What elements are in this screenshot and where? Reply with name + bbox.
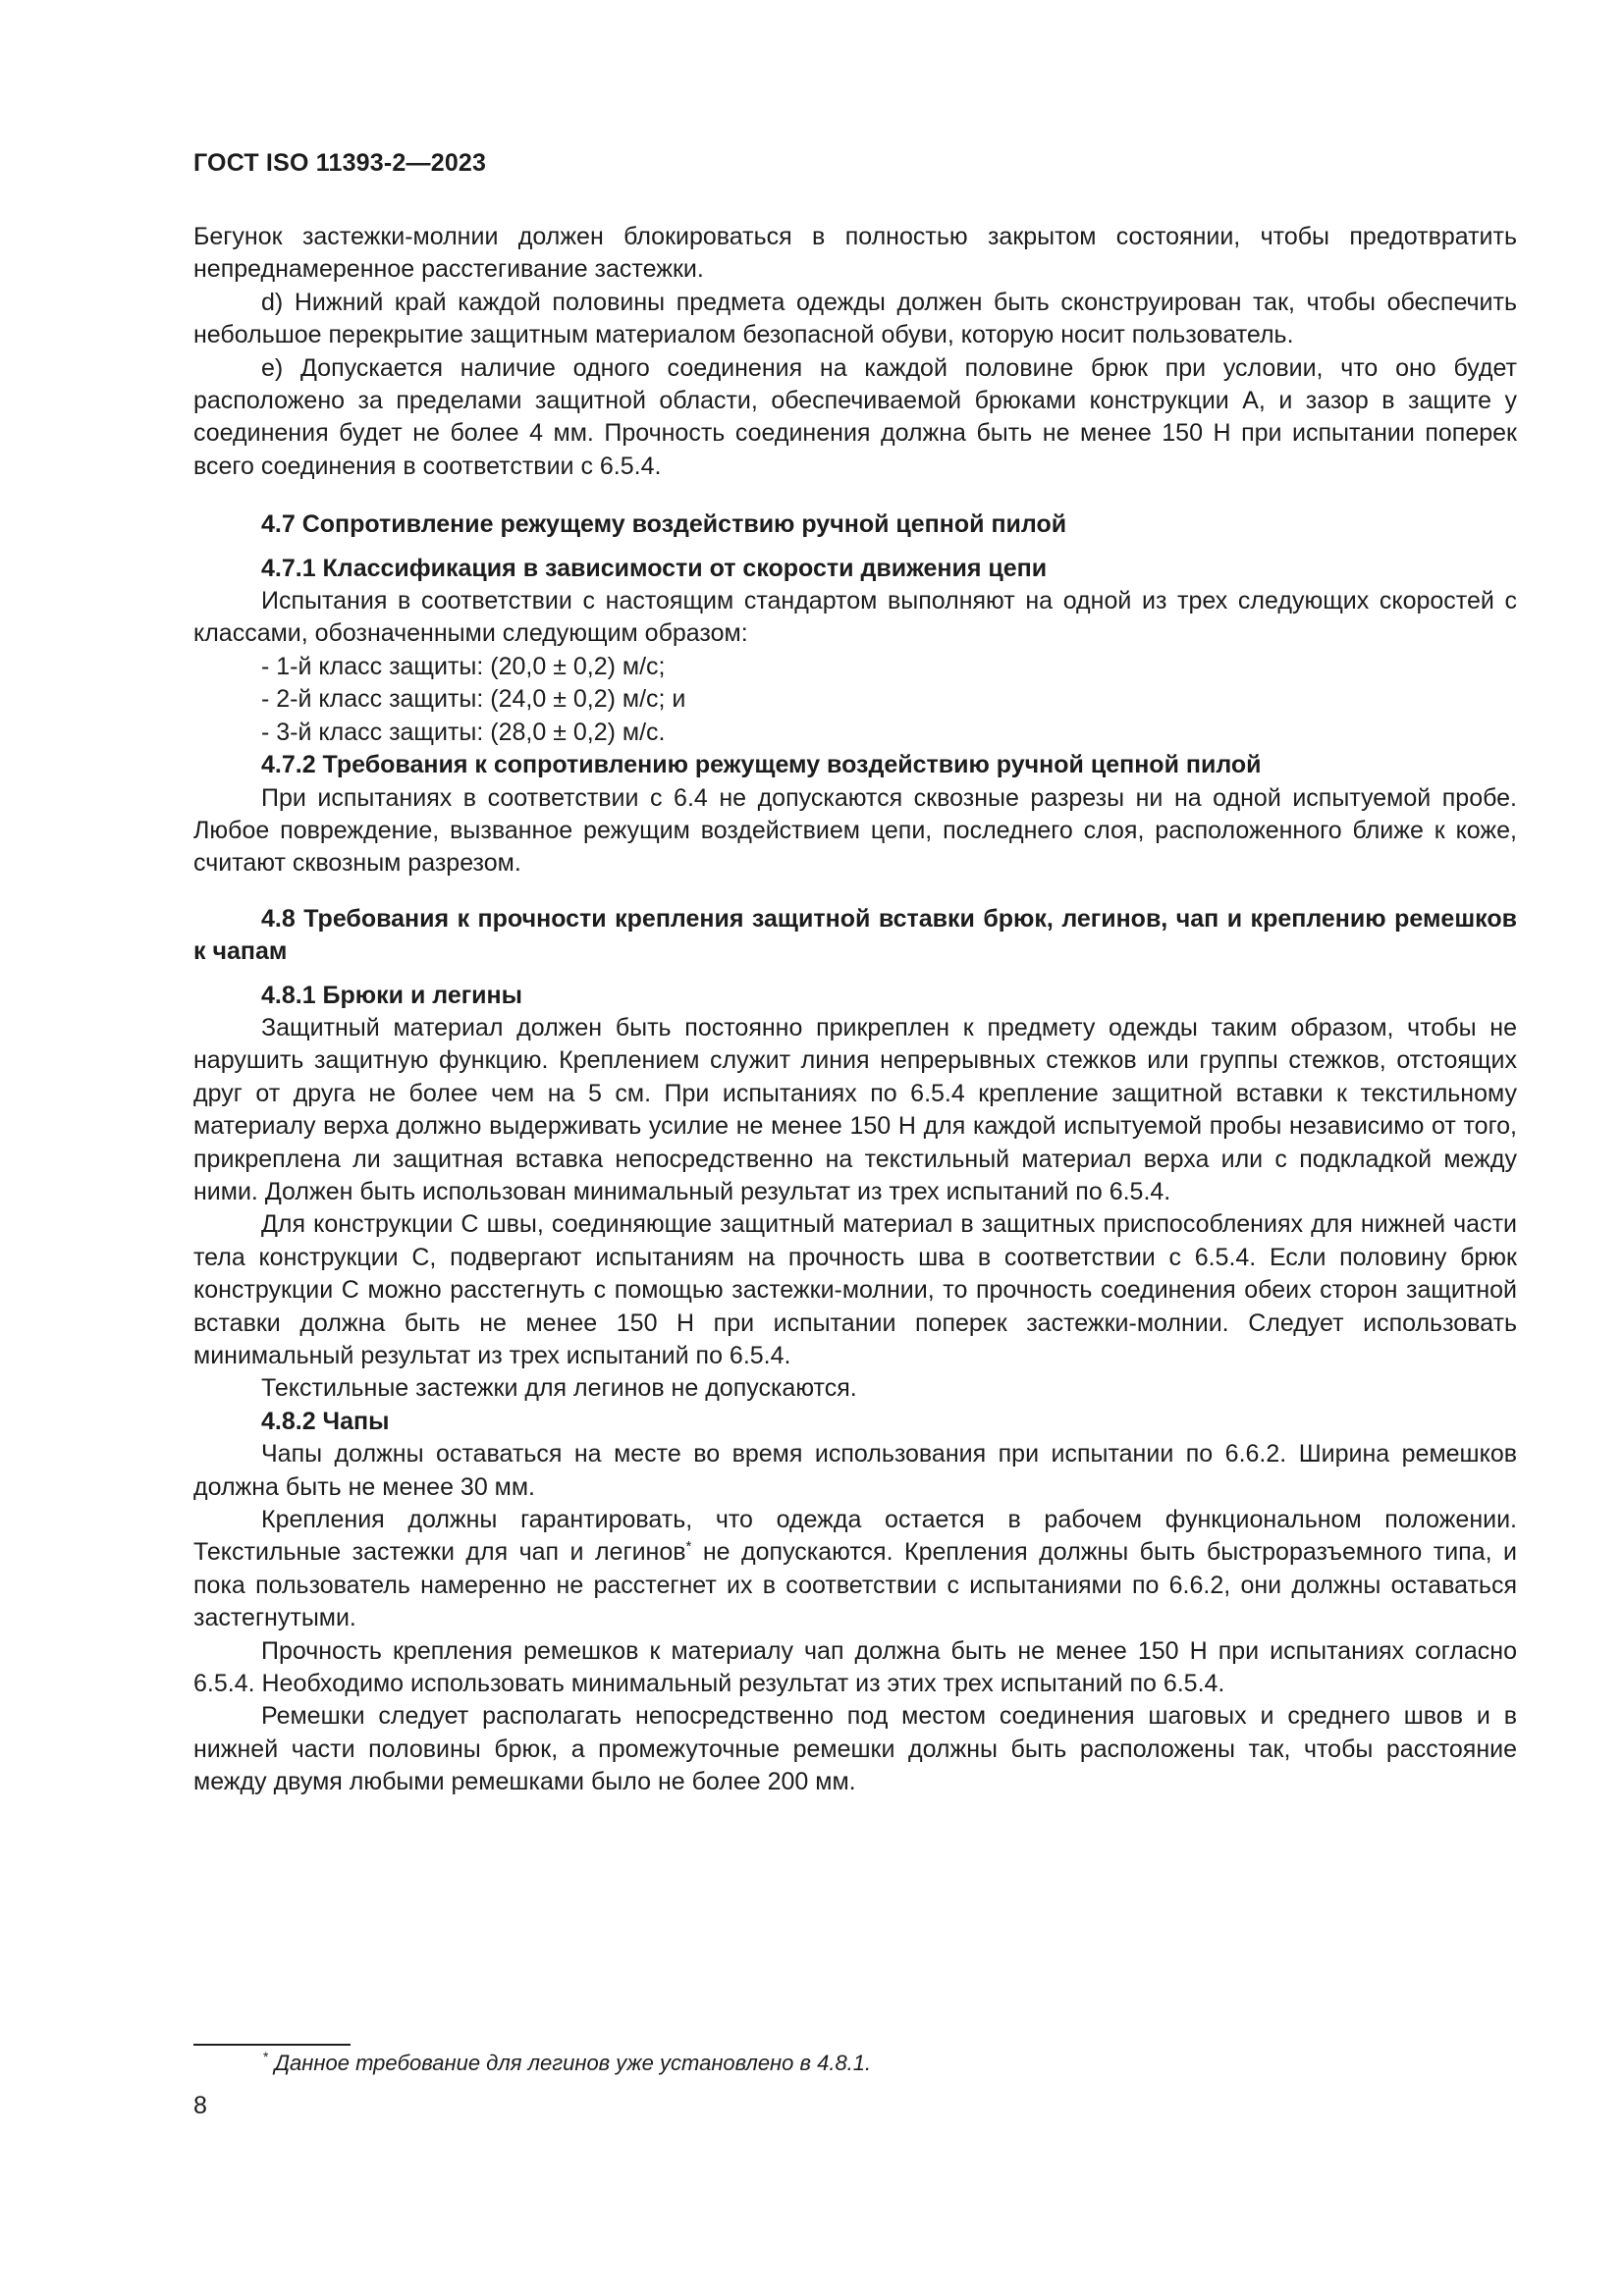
section-4-8-2-paragraph-3: Прочность крепления ремешков к материалу чап должна быть не менее 150 Н при испытаниях согласно 6.5.4. Необходимо использовать минимальный результат из этих трех испытаний по 6.5.4. [193, 1636, 1517, 1698]
paragraph-text-part: не допускаются. Крепления должны быть быстроразъемного типа, и пока пользователь намеренно не расстегнет их в соответствии с испытаниями по 6.6.2, они должны оставаться застегнутыми. [193, 1538, 1518, 1632]
intro-paragraph-1: Бегунок застежки-молнии должен блокироваться в полностью закрытом состоянии, чтобы предотвратить непреднамеренное расстегивание застежки. [193, 223, 1517, 284]
list-item-class-3: - 3-й класс защиты: (28,0 ± 0,2) м/с. [261, 718, 666, 746]
footnote-text: Данное требование для легинов уже установлено в 4.8.1. [268, 2051, 872, 2075]
intro-item-d: d) Нижний край каждой половины предмета одежды должен быть сконструирован так, чтобы обеспечить небольшое перекрытие защитным материалом безопасной обуви, которую носит пользователь. [193, 288, 1517, 349]
footnote-mark: * [263, 2049, 269, 2064]
section-4-8-2-paragraph-4: Ремешки следует располагать непосредственно под местом соединения шаговых и среднего швов и в нижней части половины брюк, а промежуточные ремешки должны быть расположены так, чтобы расстояние между двумя любыми ремешками было не более 200 мм. [193, 1702, 1517, 1796]
section-4-7-heading: 4.7 Сопротивление режущему воздействию ручной цепной пилой [261, 510, 1067, 539]
list-item-class-1: - 1-й класс защиты: (20,0 ± 0,2) м/с; [261, 652, 666, 680]
section-4-7-2-paragraph: При испытаниях в соответствии с 6.4 не допускаются сквозные разрезы ни на одной испытуемой пробе. Любое повреждение, вызванное режущим воздействием цепи, последнего слоя, расположенного ближе к коже, считают сквозным разрезом. [193, 783, 1517, 878]
section-4-8-2-paragraph-1: Чапы должны оставаться на месте во время использования при испытании по 6.6.2. Ширина ремешков должна быть не менее 30 мм. [193, 1440, 1517, 1501]
list-item-class-2: - 2-й класс защиты: (24,0 ± 0,2) м/с; и [261, 685, 686, 714]
footnote [263, 2047, 871, 2079]
paragraph-text-part: Крепления должны гарантировать, что одежда остается в рабочем функциональном положении. Текстильные застежки для чап и легинов [193, 1506, 1517, 1567]
footnote-reference-mark[interactable]: * [685, 1538, 692, 1556]
section-4-8-1-paragraph-2: Для конструкции С швы, соединяющие защитный материал в защитных приспособлениях для нижней части тела конструкции С, подвергают испытаниям на прочность шва в соответствии с 6.5.4. Если половину брюк конструкции С можно расстегнуть с помощью застежки-молнии, то прочность соединения обеих сторон защитной вставки должна быть не менее 150 Н при испытании поперек застежки-молнии. Следует использовать минимальный результат из трех испытаний по 6.5.4. [193, 1210, 1517, 1369]
document-header-id: ГОСТ ISO 11393-2—2023 [193, 149, 487, 177]
section-4-8-1-paragraph-1: Защитный материал должен быть постоянно прикреплен к предмету одежды таким образом, чтобы не нарушить защитную функцию. Креплением служит линия непрерывных стежков или группы стежков, отстоящих друг от друга не более чем на 5 см. При испытаниях по 6.5.4 крепление защитной вставки к текстильному материалу верха должно выдерживать усилие не менее 150 Н для каждой испытуемой пробы независимо от того, прикреплена ли защитная вставка непосредственно на текстильный материал верха или с подкладкой между ними. Должен быть использован минимальный результат из трех испытаний по 6.5.4. [193, 1013, 1517, 1205]
section-4-8-1-paragraph-3: Текстильные застежки для легинов не допускаются. [261, 1374, 857, 1403]
section-4-8-heading: 4.8 Требования к прочности крепления защитной вставки брюк, легинов, чап и креплению ремешков к чапам [193, 904, 1517, 966]
section-4-7-1-paragraph: Испытания в соответствии с настоящим стандартом выполняют на одной из трех следующих скоростей с классами, обозначенными следующим образом: [193, 587, 1517, 648]
section-4-7-1-heading: 4.7.1 Классификация в зависимости от скорости движения цепи [261, 554, 1048, 582]
section-4-8-2-paragraph-2 [193, 1504, 1517, 1635]
section-4-8-2-heading: 4.8.2 Чапы [261, 1407, 390, 1435]
intro-item-e: е) Допускается наличие одного соединения на каждой половине брюк при условии, что оно будет расположено за пределами защитной области, обеспечиваемой брюками конструкции А, и зазор в защите у соединения будет не более 4 мм. Прочность соединения должна быть не менее 150 Н при испытании поперек всего соединения в соответствии с 6.5.4. [193, 353, 1517, 480]
page-number: 8 [193, 2092, 207, 2119]
footnote-divider [193, 2044, 351, 2046]
page-body [193, 221, 1517, 1799]
section-4-8-1-heading: 4.8.1 Брюки и легины [261, 981, 522, 1009]
section-4-7-2-heading: 4.7.2 Требования к сопротивлению режущему воздействию ручной цепной пилой [261, 751, 1262, 779]
